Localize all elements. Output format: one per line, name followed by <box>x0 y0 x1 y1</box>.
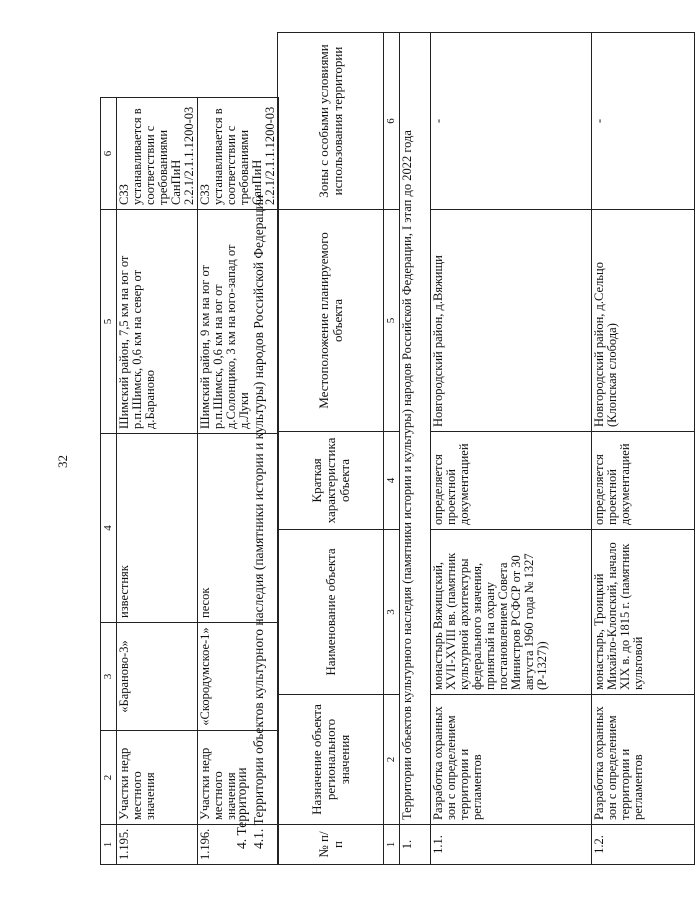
special-zones: СЗЗ устанавливается в соответствии с требованиями СанПиН 2.2.1/2.1.1.1200-03 <box>198 98 279 210</box>
subsection-heading: 4.1. Территории объектов культурного наследия (памятники истории и культуры) народов Российской Федерации <box>251 194 266 849</box>
column-number-row <box>384 33 400 865</box>
row-number: 1.196. <box>198 825 279 865</box>
object-purpose: Участки недр местного значения <box>198 731 279 825</box>
column-number: 4 <box>101 434 117 623</box>
page-number: 32 <box>55 455 70 468</box>
column-number: 1 <box>101 825 117 865</box>
object-name: «Скородумское-1» <box>198 623 279 731</box>
object-characteristic: определяется проектной документацией <box>431 432 592 530</box>
table-row <box>117 98 198 865</box>
special-zones: - <box>592 33 695 210</box>
column-number: 4 <box>384 432 400 530</box>
object-name: монастырь Вяжищский, XVII-XVIII вв. (памятник культурной архитектуры федерального значения, принятый на охрану постановлением Совета Министров РСФСР от 30 августа 1960 года № 1327 (Р-1327)) <box>431 530 592 695</box>
column-number: 3 <box>384 530 400 695</box>
cultural-heritage-table <box>277 32 695 865</box>
column-header: Зоны с особыми условиями использования территории <box>278 33 384 210</box>
column-number: 5 <box>384 210 400 432</box>
column-number: 2 <box>384 695 400 825</box>
object-name: «Бараново-3» <box>117 623 198 731</box>
group-number: 1. <box>400 825 431 865</box>
special-zones: - <box>431 33 592 210</box>
table-row <box>431 33 592 865</box>
column-header: Назначение объекта регионального значения <box>278 695 384 825</box>
group-row <box>400 33 431 865</box>
special-zones: СЗЗ устанавливается в соответствии с требованиями СанПиН 2.2.1/2.1.1.1200-03 <box>117 98 198 210</box>
row-number: 1.1. <box>431 825 592 865</box>
column-number-row <box>101 98 117 865</box>
object-characteristic: известняк <box>117 434 198 623</box>
section-heading: 4. Территории <box>234 767 249 849</box>
object-characteristic: песок <box>198 434 279 623</box>
object-purpose: Разработка охранных зон с определением территории и регламентов <box>431 695 592 825</box>
column-header: № п/п <box>278 825 384 865</box>
object-characteristic: определяется проектной документацией <box>592 432 695 530</box>
object-location: Шимский район, 9 км на юг от р.п.Шимск, 0,6 км на юг от д.Солонцико, 3 км на юго-запад от д.Луки <box>198 210 279 434</box>
column-number: 6 <box>384 33 400 210</box>
column-number: 2 <box>101 731 117 825</box>
table-row <box>592 33 695 865</box>
object-location: Новгородский район, д.Сельцо (Клопская слобода) <box>592 210 695 432</box>
object-purpose: Участки недр местного значения <box>117 731 198 825</box>
row-number: 1.2. <box>592 825 695 865</box>
header-row <box>278 33 384 865</box>
column-number: 3 <box>101 623 117 731</box>
column-number: 6 <box>101 98 117 210</box>
row-number: 1.195. <box>117 825 198 865</box>
object-purpose: Разработка охранных зон с определением территории и регламентов <box>592 695 695 825</box>
column-number: 5 <box>101 210 117 434</box>
column-header: Краткая характеристика объекта <box>278 432 384 530</box>
object-location: Шимский район, 7,5 км на юг от р.п.Шимск, 0,6 км на север от д.Бараново <box>117 210 198 434</box>
object-name: монастырь, Троицкий Михайло-Клопский, начало XIX в. до 1815 г. (памятник культовой <box>592 530 695 695</box>
column-header: Наименование объекта <box>278 530 384 695</box>
column-number: 1 <box>384 825 400 865</box>
group-title: Территории объектов культурного наследия (памятники истории и культуры) народов Российской Федерации, I этап до 2022 года <box>400 33 431 825</box>
object-location: Новгородский район, д.Вяжищи <box>431 210 592 432</box>
column-header: Местоположение планируемого объекта <box>278 210 384 432</box>
